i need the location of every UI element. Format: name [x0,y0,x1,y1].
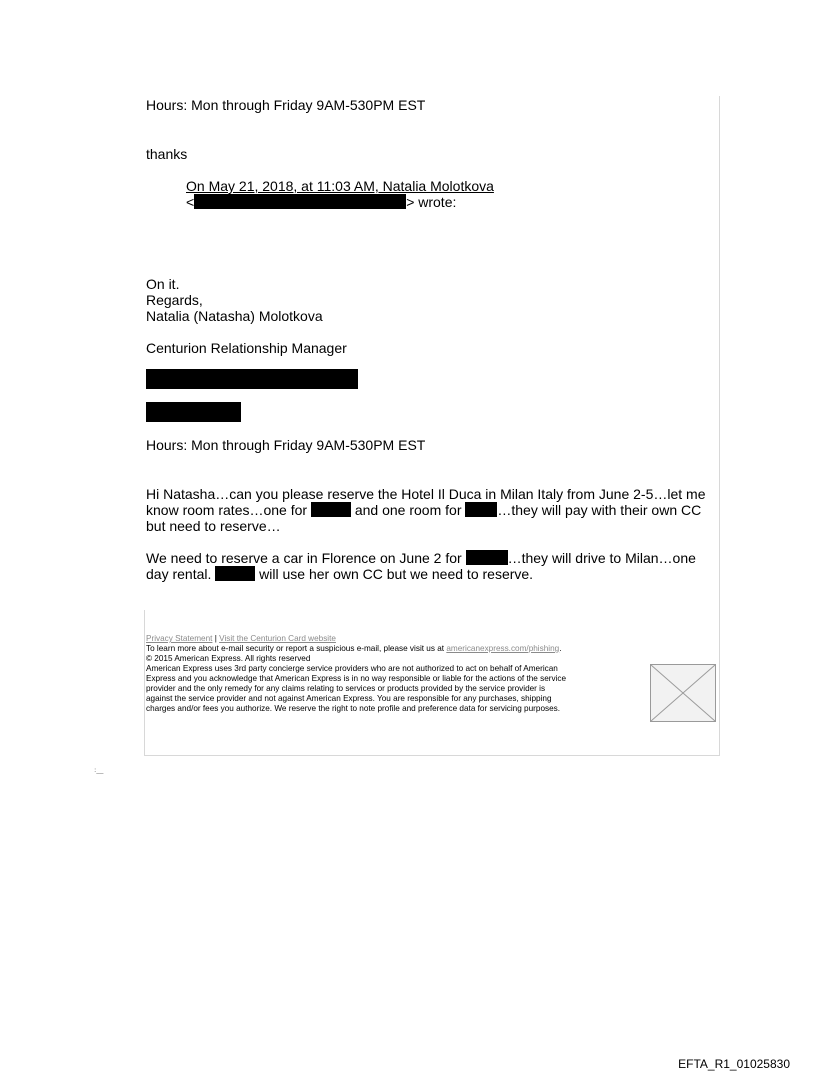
redacted-name [311,502,351,517]
redacted-contact-line-1 [146,369,358,389]
email-frame-left-edge [144,610,145,755]
header-hours: Hours: Mon through Friday 9AM-530PM EST [146,97,426,113]
signature-line-regards: Regards, [146,292,203,308]
footer-security-text: To learn more about e-mail security or report a suspicious e-mail, please visit us at [146,644,447,653]
footer-links [146,634,336,643]
message-text: Hi Natasha…can you please reserve the Hotel Il Duca in Milan Italy from June 2-5…let me [146,486,706,502]
quote-wrote: > wrote: [406,194,457,210]
footer-separator: | [212,634,220,643]
footer-security-end: . [559,644,562,653]
message-p1-line1 [146,486,705,502]
footer-disclaimer-4: against the service provider and not against American Express. You are responsible for any purchases, shipping [146,694,552,703]
quote-open-bracket: < [186,194,195,210]
reply-text: thanks [146,146,188,162]
quote-attribution-line1: On May 21, 2018, at 11:03 AM, Natalia Molotkova [186,178,494,194]
footer-security [146,644,561,653]
broken-image-placeholder [650,664,716,722]
message-text: …they will drive to Milan…one [507,550,696,566]
footer-disclaimer-5: charges and/or fees you authorize. We reserve the right to note profile and preference data for servicing purposes. [146,704,561,713]
redacted-name [215,566,255,581]
redacted-email-address [194,194,406,209]
message-p1-line2 [146,502,701,518]
message-p2-line2 [146,566,533,582]
message-text: …they will pay with their own CC [497,502,702,518]
redacted-contact-line-2 [146,402,241,422]
signature-hours: Hours: Mon through Friday 9AM-530PM EST [146,437,426,453]
quote-attribution-line2 [186,194,456,210]
message-p2-line1 [146,550,696,566]
message-text: We need to reserve a car in Florence on June 2 for [146,550,462,566]
privacy-statement-link[interactable]: Privacy Statement [146,634,213,643]
redacted-name [465,502,497,517]
signature-name: Natalia (Natasha) Molotkova [146,308,323,324]
message-text: and one room for [354,502,462,518]
message-text: will use her own CC but we need to reserve. [259,566,534,582]
redacted-name [466,550,508,565]
message-text: know room rates…one for [146,502,308,518]
footer-disclaimer-2: Express and you acknowledge that American Express is in no way responsible or liable for the actions of the service [146,674,567,683]
footer-disclaimer-1: American Express uses 3rd party concierge service providers who are not authorized to act on behalf of American [146,664,558,673]
page-mark: :__ [94,766,104,774]
footer-copyright: © 2015 American Express. All rights reserved [146,654,311,663]
footer-disclaimer-3: provider and the only remedy for any claims relating to services or products provided by the service provider is [146,684,546,693]
phishing-link[interactable]: americanexpress.com/phishing [446,644,560,653]
signature-line-on-it: On it. [146,276,180,292]
broken-image-icon [651,665,715,721]
message-p1-line3: but need to reserve… [146,518,281,534]
centurion-website-link[interactable]: Visit the Centurion Card website [219,634,336,643]
signature-title: Centurion Relationship Manager [146,340,347,356]
bates-number: EFTA_R1_01025830 [678,1057,790,1071]
message-text: day rental. [146,566,212,582]
